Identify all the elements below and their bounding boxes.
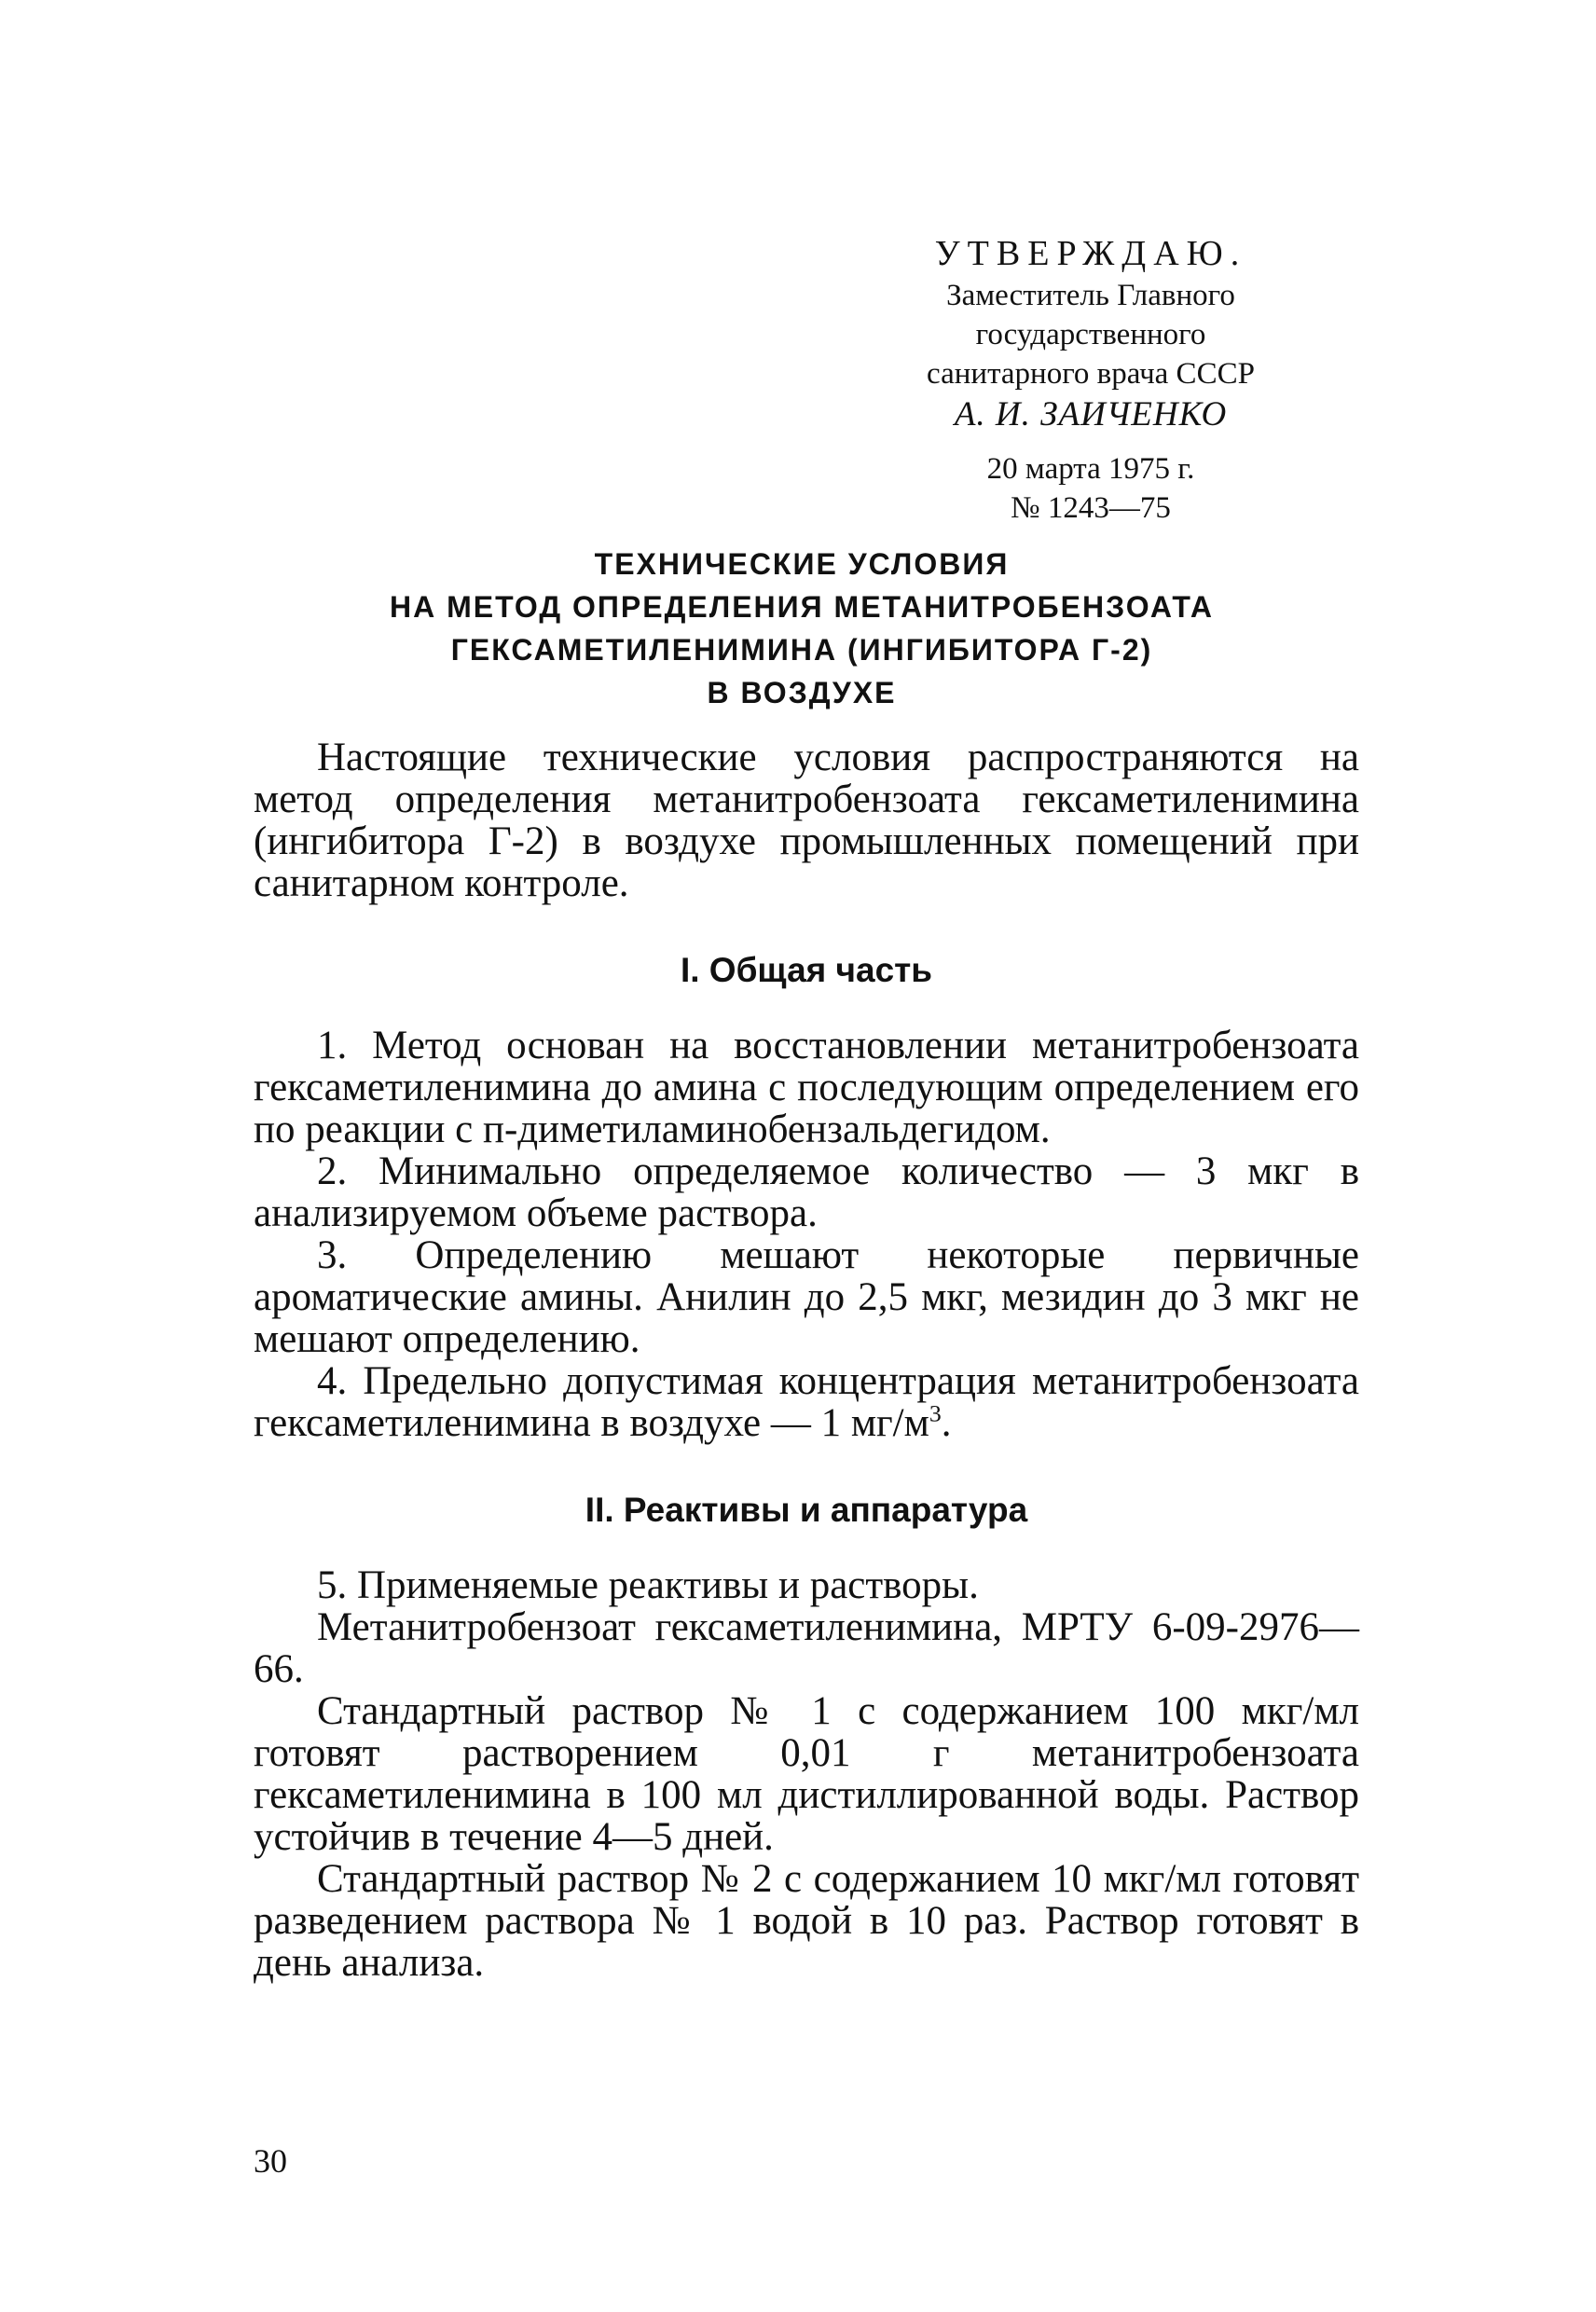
section-2-reagent: Метанитробензоат гексаметиленимина, МРТУ 6-09-2976—66. bbox=[254, 1605, 1359, 1691]
item-4-text: 4. Предельно допустимая концентрация метанитробензоата гексаметиленимина в воздухе — 1 мг/м bbox=[254, 1359, 1359, 1445]
section-1-item-3: 3. Определению мешают некоторые первичные ароматические амины. Анилин до 2,5 мкг, мезидин до 3 мкг не мешают определению. bbox=[254, 1233, 1359, 1361]
item-4-end: . bbox=[941, 1401, 952, 1445]
section-1-heading: I. Общая часть bbox=[680, 951, 933, 989]
unit-superscript: 3 bbox=[929, 1399, 942, 1427]
approval-line-3: санитарного врача СССР bbox=[927, 357, 1255, 391]
section-1-item-2: 2. Минимально определяемое количество — 3 мкг в анализируемом объеме раствора. bbox=[254, 1149, 1359, 1235]
approval-number: № 1243—75 bbox=[1011, 491, 1171, 525]
section-1-item-4 bbox=[254, 1360, 1359, 1444]
section-2-heading: II. Реактивы и аппаратура bbox=[585, 1491, 1028, 1529]
section-2-standard-2: Стандартный раствор № 2 с содержанием 10 мкг/мл готовят разведением раствора № 1 водой в 10 раз. Раствор готовят в день анализа. bbox=[254, 1857, 1359, 1985]
title-line-1: ТЕХНИЧЕСКИЕ УСЛОВИЯ bbox=[594, 547, 1010, 581]
approval-heading: УТВЕРЖДАЮ. bbox=[934, 234, 1247, 273]
title-line-4: В ВОЗДУХЕ bbox=[707, 676, 897, 709]
title-line-3: ГЕКСАМЕТИЛЕНИМИНА (ИНГИБИТОРА Г-2) bbox=[450, 633, 1153, 667]
document-title bbox=[308, 543, 1296, 714]
approval-line-1: Заместитель Главного bbox=[946, 279, 1235, 312]
intro-paragraph: Настоящие технические условия распространяются на метод определения метанитробензоата гексаметиленимина (ингибитора Г-2) в воздухе промышленных помещений при санитарном контроле. bbox=[254, 736, 1359, 905]
title-line-2: НА МЕТОД ОПРЕДЕЛЕНИЯ МЕТАНИТРОБЕНЗОАТА bbox=[390, 590, 1214, 624]
section-2-standard-1: Стандартный раствор № 1 с содержанием 100 мкг/мл готовят растворением 0,01 г метанитробензоата гексаметиленимина в 100 мл дистиллированной воды. Раствор устойчив в течение 4—5 дней. bbox=[254, 1689, 1359, 1859]
section-2-item-5: 5. Применяемые реактивы и растворы. bbox=[317, 1563, 979, 1607]
section-1-item-1: 1. Метод основан на восстановлении метанитробензоата гексаметиленимина до амина с последующим определением его по реакции с п-диметиламинобензальдегидом. bbox=[254, 1024, 1359, 1151]
document-body bbox=[254, 736, 1359, 1984]
approval-block bbox=[876, 231, 1305, 528]
page-number: 30 bbox=[254, 2142, 287, 2180]
approval-date: 20 марта 1975 г. bbox=[986, 452, 1195, 486]
approval-signer: А. И. ЗАИЧЕНКО bbox=[954, 395, 1228, 434]
approval-line-2: государственного bbox=[975, 318, 1206, 351]
